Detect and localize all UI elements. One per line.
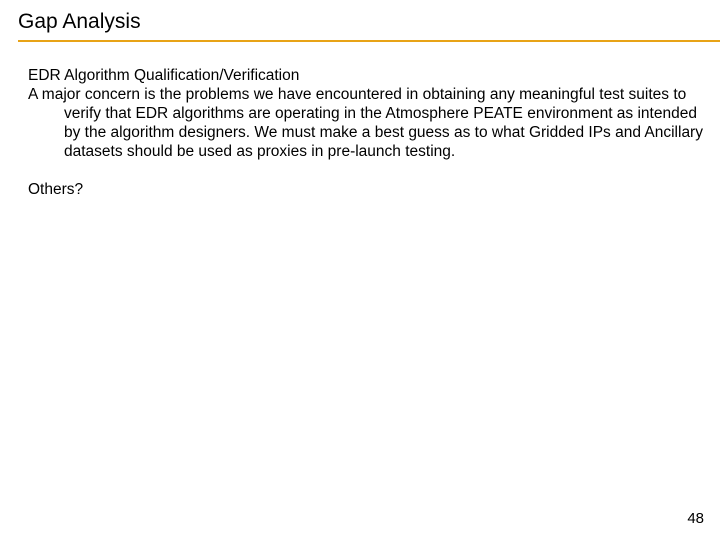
section-heading: EDR Algorithm Qualification/Verification <box>28 67 300 84</box>
title-underline <box>18 40 720 42</box>
others-text: Others? <box>28 181 84 198</box>
slide-title: Gap Analysis <box>18 10 141 33</box>
slide-body <box>28 66 708 199</box>
concern-paragraph: A major concern is the problems we have encountered in obtaining any meaningful test suites to verify that EDR algorithms are operating in the Atmosphere PEATE environment as intended by the algorithm designers. We must make a best guess as to what Gridded IPs and Ancillary datasets should be used as proxies in pre-launch testing. <box>28 86 703 160</box>
page-number: 48 <box>687 510 704 527</box>
